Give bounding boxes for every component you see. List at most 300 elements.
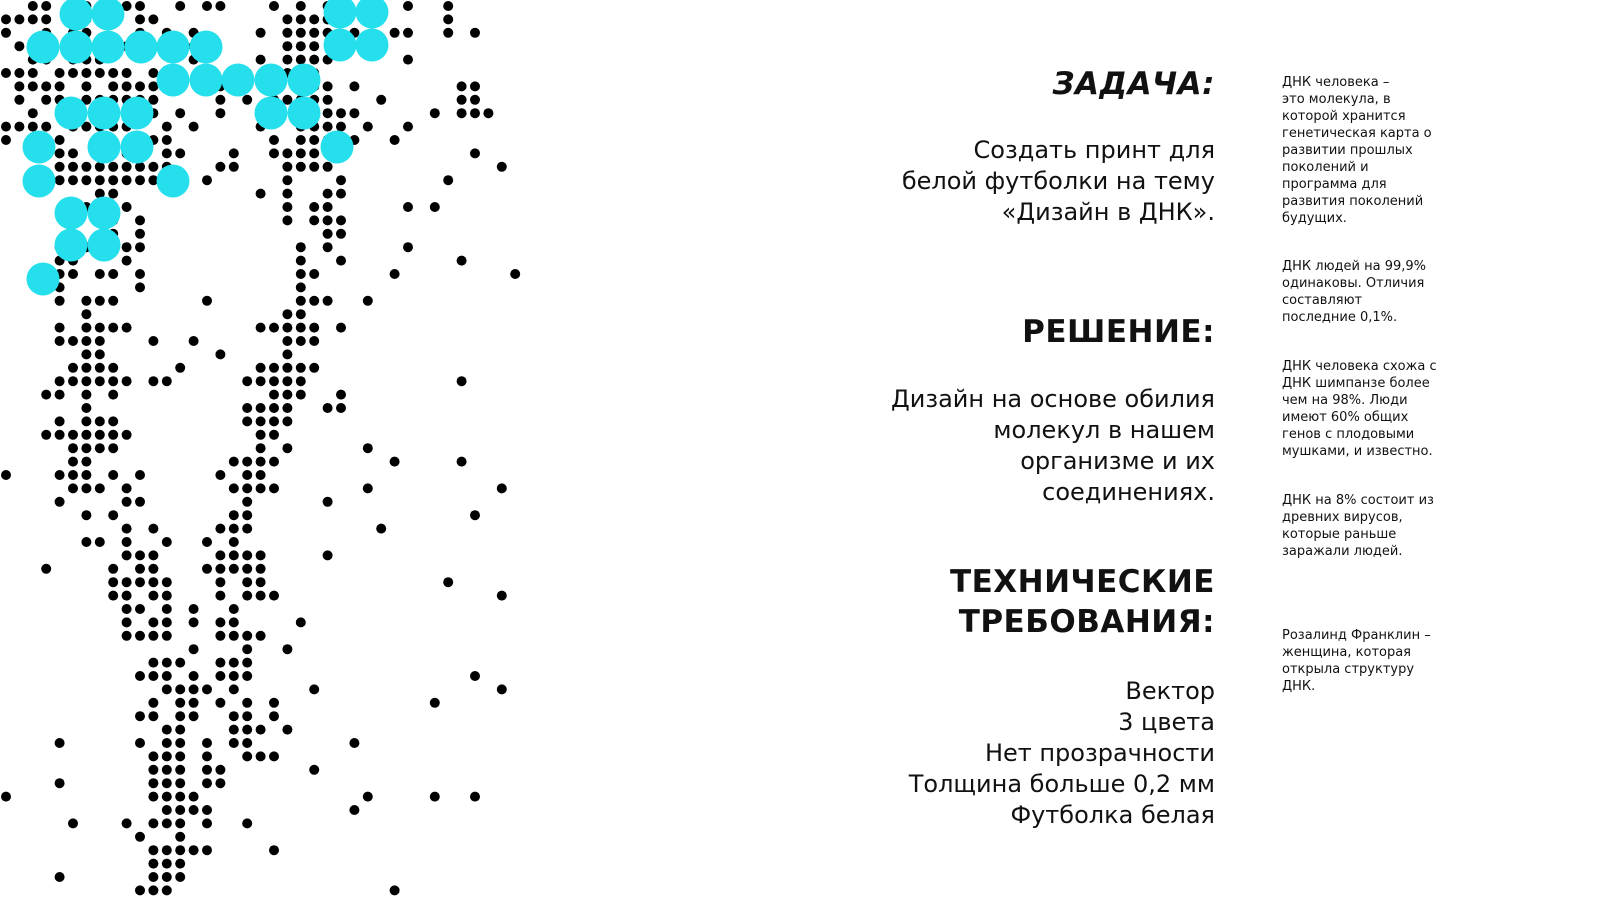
pattern-dot bbox=[162, 591, 172, 601]
pattern-dot bbox=[229, 457, 239, 467]
pattern-dot bbox=[296, 390, 306, 400]
pattern-dot bbox=[269, 363, 279, 373]
requirement-item: Футболка белая bbox=[1010, 801, 1215, 829]
pattern-dot bbox=[55, 162, 65, 172]
pattern-dot bbox=[108, 296, 118, 306]
fact-line: женщина, которая bbox=[1282, 645, 1412, 660]
pattern-dot bbox=[215, 778, 225, 788]
pattern-dot bbox=[470, 81, 480, 91]
pattern-dot bbox=[148, 564, 158, 574]
pattern-dot bbox=[122, 818, 132, 828]
pattern-dot bbox=[269, 751, 279, 761]
fact-line: заражали людей. bbox=[1282, 544, 1403, 559]
pattern-dot bbox=[309, 296, 319, 306]
pattern-dot bbox=[242, 818, 252, 828]
pattern-dot-cyan bbox=[255, 64, 288, 97]
pattern-dot bbox=[202, 684, 212, 694]
pattern-dot bbox=[148, 818, 158, 828]
pattern-dot bbox=[55, 323, 65, 333]
fact-line: ДНК человека схожа с bbox=[1282, 359, 1437, 374]
pattern-dot bbox=[457, 95, 467, 105]
pattern-dot bbox=[323, 81, 333, 91]
pattern-dot bbox=[470, 510, 480, 520]
pattern-dot bbox=[323, 189, 333, 199]
pattern-dot bbox=[162, 725, 172, 735]
solution-line: соединениях. bbox=[1042, 478, 1215, 506]
requirements-heading bbox=[835, 562, 1215, 642]
pattern-dot bbox=[189, 698, 199, 708]
pattern-dot bbox=[242, 658, 252, 668]
pattern-dot bbox=[135, 631, 145, 641]
pattern-dot-cyan bbox=[324, 29, 357, 62]
solution-text bbox=[835, 384, 1215, 508]
pattern-dot bbox=[256, 564, 266, 574]
pattern-dot bbox=[108, 577, 118, 587]
pattern-dot bbox=[229, 617, 239, 627]
pattern-dot bbox=[148, 658, 158, 668]
pattern-dot bbox=[108, 68, 118, 78]
pattern-dot bbox=[108, 564, 118, 574]
pattern-dot-cyan bbox=[88, 229, 121, 262]
pattern-dot bbox=[309, 14, 319, 24]
pattern-dot bbox=[202, 296, 212, 306]
pattern-dot bbox=[242, 631, 252, 641]
pattern-dot bbox=[269, 430, 279, 440]
pattern-dot bbox=[55, 872, 65, 882]
pattern-dot bbox=[363, 122, 373, 132]
pattern-dot bbox=[189, 336, 199, 346]
pattern-dot bbox=[28, 81, 38, 91]
pattern-dot bbox=[202, 845, 212, 855]
pattern-dot bbox=[189, 671, 199, 681]
fact-line: имеют 60% общих bbox=[1282, 410, 1409, 425]
pattern-dot bbox=[122, 323, 132, 333]
pattern-dot bbox=[81, 510, 91, 520]
pattern-dot bbox=[81, 483, 91, 493]
solution-line: молекул в нашем bbox=[993, 416, 1215, 444]
pattern-dot bbox=[41, 1, 51, 11]
fact-line: ДНК шимпанзе более bbox=[1282, 376, 1430, 391]
pattern-dot bbox=[135, 497, 145, 507]
pattern-dot bbox=[215, 524, 225, 534]
pattern-dot bbox=[256, 550, 266, 560]
pattern-dot bbox=[148, 336, 158, 346]
pattern-dot bbox=[242, 524, 252, 534]
pattern-dot bbox=[229, 684, 239, 694]
pattern-dot bbox=[68, 376, 78, 386]
pattern-dot bbox=[55, 738, 65, 748]
fact-line: генетическая карта о bbox=[1282, 126, 1432, 141]
pattern-dot bbox=[55, 390, 65, 400]
pattern-dot bbox=[443, 14, 453, 24]
pattern-dot bbox=[215, 564, 225, 574]
pattern-dot bbox=[162, 631, 172, 641]
pattern-dot bbox=[122, 537, 132, 547]
pattern-dot bbox=[282, 336, 292, 346]
pattern-dot bbox=[135, 215, 145, 225]
pattern-dot bbox=[242, 591, 252, 601]
pattern-dot bbox=[282, 28, 292, 38]
pattern-dot bbox=[81, 162, 91, 172]
pattern-dot bbox=[282, 41, 292, 51]
pattern-dot bbox=[256, 189, 266, 199]
pattern-dot bbox=[55, 376, 65, 386]
pattern-dot bbox=[81, 336, 91, 346]
pattern-dot bbox=[242, 95, 252, 105]
pattern-dot bbox=[457, 81, 467, 91]
fact-line: программа для bbox=[1282, 177, 1387, 192]
pattern-dot bbox=[189, 644, 199, 654]
pattern-dot bbox=[55, 778, 65, 788]
pattern-dot bbox=[1, 792, 11, 802]
pattern-dot bbox=[269, 845, 279, 855]
pattern-dot bbox=[202, 738, 212, 748]
pattern-dot bbox=[1, 470, 11, 480]
pattern-dot bbox=[470, 28, 480, 38]
pattern-dot bbox=[336, 390, 346, 400]
pattern-dot-cyan bbox=[88, 197, 121, 230]
pattern-dot-cyan bbox=[60, 31, 93, 64]
fact-line: ДНК людей на 99,9% bbox=[1282, 259, 1427, 274]
pattern-dot bbox=[229, 510, 239, 520]
pattern-dot bbox=[135, 175, 145, 185]
pattern-dot bbox=[256, 403, 266, 413]
pattern-dot bbox=[269, 1, 279, 11]
pattern-dot bbox=[81, 537, 91, 547]
pattern-dot bbox=[309, 363, 319, 373]
pattern-dot bbox=[108, 269, 118, 279]
fact-line: мушками, и известно. bbox=[1282, 444, 1433, 459]
pattern-dot bbox=[122, 81, 132, 91]
pattern-dot bbox=[95, 430, 105, 440]
pattern-dot bbox=[148, 872, 158, 882]
pattern-dot bbox=[256, 376, 266, 386]
pattern-dot bbox=[189, 604, 199, 614]
solution-line: организме и их bbox=[1020, 447, 1215, 475]
pattern-dot bbox=[215, 671, 225, 681]
pattern-dot bbox=[296, 256, 306, 266]
pattern-dot bbox=[215, 470, 225, 480]
pattern-dot bbox=[68, 363, 78, 373]
pattern-dot bbox=[175, 1, 185, 11]
pattern-dot bbox=[162, 778, 172, 788]
pattern-dot bbox=[269, 698, 279, 708]
pattern-dot bbox=[430, 698, 440, 708]
pattern-dot bbox=[363, 483, 373, 493]
pattern-dot bbox=[443, 1, 453, 11]
pattern-dot bbox=[336, 189, 346, 199]
pattern-dot bbox=[403, 1, 413, 11]
pattern-dot bbox=[81, 443, 91, 453]
pattern-dot bbox=[470, 148, 480, 158]
pattern-dot bbox=[122, 256, 132, 266]
fact-block bbox=[1282, 74, 1462, 227]
pattern-dot bbox=[122, 68, 132, 78]
pattern-dot bbox=[175, 872, 185, 882]
pattern-dot bbox=[81, 470, 91, 480]
pattern-dot bbox=[269, 483, 279, 493]
pattern-dot bbox=[55, 430, 65, 440]
pattern-dot bbox=[148, 577, 158, 587]
pattern-dot bbox=[309, 135, 319, 145]
pattern-dot bbox=[81, 403, 91, 413]
pattern-dot bbox=[162, 872, 172, 882]
pattern-dot bbox=[148, 631, 158, 641]
pattern-dot bbox=[162, 537, 172, 547]
pattern-dot bbox=[108, 416, 118, 426]
fact-line: чем на 98%. Люди bbox=[1282, 393, 1408, 408]
pattern-dot bbox=[81, 323, 91, 333]
pattern-dot bbox=[256, 631, 266, 641]
pattern-dot-cyan bbox=[121, 131, 154, 164]
pattern-dot bbox=[148, 698, 158, 708]
pattern-dot bbox=[95, 349, 105, 359]
pattern-dot bbox=[242, 470, 252, 480]
pattern-dot bbox=[256, 470, 266, 480]
requirement-item: 3 цвета bbox=[1118, 708, 1215, 736]
pattern-dot-cyan bbox=[27, 263, 60, 296]
pattern-dot bbox=[1, 122, 11, 132]
pattern-dot bbox=[162, 148, 172, 158]
pattern-dot bbox=[256, 323, 266, 333]
pattern-dot bbox=[108, 591, 118, 601]
pattern-dot bbox=[68, 430, 78, 440]
pattern-dot bbox=[229, 604, 239, 614]
pattern-dot bbox=[242, 698, 252, 708]
pattern-dot bbox=[41, 390, 51, 400]
pattern-dot bbox=[122, 604, 132, 614]
pattern-dot bbox=[215, 698, 225, 708]
pattern-dot bbox=[282, 309, 292, 319]
pattern-dot bbox=[122, 497, 132, 507]
pattern-dot bbox=[122, 376, 132, 386]
pattern-dot bbox=[202, 751, 212, 761]
task-line: белой футболки на тему bbox=[901, 167, 1215, 195]
pattern-dot bbox=[296, 336, 306, 346]
requirements-list bbox=[835, 676, 1215, 831]
pattern-dot bbox=[242, 416, 252, 426]
solution-line: Дизайн на основе обилия bbox=[890, 385, 1215, 413]
fact-line: будущих. bbox=[1282, 211, 1347, 226]
pattern-dot bbox=[430, 108, 440, 118]
fact-block bbox=[1282, 627, 1462, 695]
pattern-dot bbox=[323, 229, 333, 239]
pattern-dot bbox=[282, 363, 292, 373]
pattern-dot-cyan bbox=[157, 31, 190, 64]
pattern-dot bbox=[148, 845, 158, 855]
pattern-dot bbox=[282, 189, 292, 199]
pattern-dot bbox=[229, 671, 239, 681]
pattern-dot bbox=[497, 591, 507, 601]
pattern-dot bbox=[282, 323, 292, 333]
pattern-dot bbox=[135, 269, 145, 279]
pattern-dot bbox=[81, 68, 91, 78]
pattern-dot bbox=[14, 14, 24, 24]
pattern-dot bbox=[269, 457, 279, 467]
pattern-dot bbox=[430, 202, 440, 212]
pattern-dot bbox=[363, 296, 373, 306]
pattern-dot bbox=[148, 778, 158, 788]
pattern-dot bbox=[202, 537, 212, 547]
task-heading: ЗАДАЧА: bbox=[1052, 66, 1215, 102]
fact-line: генов с плодовыми bbox=[1282, 427, 1415, 442]
pattern-dot bbox=[483, 108, 493, 118]
pattern-dot bbox=[175, 711, 185, 721]
pattern-dot bbox=[68, 148, 78, 158]
pattern-dot bbox=[390, 135, 400, 145]
pattern-dot bbox=[95, 363, 105, 373]
pattern-dot bbox=[269, 376, 279, 386]
pattern-dot bbox=[175, 845, 185, 855]
pattern-dot bbox=[95, 416, 105, 426]
pattern-dot bbox=[256, 55, 266, 65]
pattern-dot bbox=[242, 564, 252, 574]
pattern-dot bbox=[215, 658, 225, 668]
pattern-dot bbox=[215, 591, 225, 601]
fact-line: ДНК на 8% состоит из bbox=[1282, 493, 1434, 508]
pattern-dot bbox=[81, 376, 91, 386]
pattern-dot bbox=[497, 483, 507, 493]
pattern-dot bbox=[242, 671, 252, 681]
pattern-dot bbox=[349, 805, 359, 815]
pattern-dot bbox=[296, 1, 306, 11]
pattern-dot bbox=[282, 215, 292, 225]
pattern-dot bbox=[175, 108, 185, 118]
pattern-dot bbox=[81, 416, 91, 426]
pattern-dot bbox=[175, 818, 185, 828]
pattern-dot bbox=[68, 818, 78, 828]
pattern-dot bbox=[229, 550, 239, 560]
pattern-dot bbox=[229, 738, 239, 748]
requirement-item: Нет прозрачности bbox=[984, 739, 1215, 767]
pattern-dot bbox=[296, 617, 306, 627]
pattern-dot bbox=[55, 296, 65, 306]
pattern-dot bbox=[108, 430, 118, 440]
pattern-dot bbox=[256, 483, 266, 493]
pattern-dot bbox=[135, 229, 145, 239]
pattern-dot bbox=[122, 577, 132, 587]
pattern-dot bbox=[81, 430, 91, 440]
pattern-dot bbox=[175, 725, 185, 735]
pattern-dot bbox=[41, 14, 51, 24]
pattern-dot bbox=[242, 711, 252, 721]
pattern-dot bbox=[95, 269, 105, 279]
pattern-dot bbox=[68, 336, 78, 346]
pattern-dot bbox=[323, 108, 333, 118]
pattern-dot bbox=[68, 269, 78, 279]
pattern-dot bbox=[108, 376, 118, 386]
pattern-dot bbox=[55, 81, 65, 91]
pattern-dot-cyan bbox=[288, 64, 321, 97]
pattern-dot bbox=[403, 28, 413, 38]
pattern-dot-cyan bbox=[60, 0, 93, 31]
pattern-dot bbox=[282, 416, 292, 426]
pattern-dot bbox=[81, 175, 91, 185]
pattern-dot bbox=[309, 765, 319, 775]
pattern-dot bbox=[309, 41, 319, 51]
pattern-dot bbox=[282, 725, 292, 735]
pattern-dot bbox=[256, 751, 266, 761]
pattern-dot bbox=[403, 242, 413, 252]
pattern-dot bbox=[81, 363, 91, 373]
pattern-dot bbox=[215, 617, 225, 627]
fact-line: развития поколений bbox=[1282, 194, 1424, 209]
fact-line: одинаковы. Отличия bbox=[1282, 276, 1425, 291]
pattern-dot bbox=[108, 189, 118, 199]
pattern-dot bbox=[175, 738, 185, 748]
fact-line: древних вирусов, bbox=[1282, 510, 1403, 525]
pattern-dot bbox=[162, 792, 172, 802]
pattern-dot-cyan bbox=[23, 165, 56, 198]
pattern-dot-cyan bbox=[88, 131, 121, 164]
pattern-dot bbox=[296, 242, 306, 252]
pattern-dot bbox=[229, 524, 239, 534]
requirements-heading-line: ТЕХНИЧЕСКИЕ bbox=[949, 564, 1215, 600]
pattern-dot bbox=[162, 684, 172, 694]
pattern-dot bbox=[215, 1, 225, 11]
fact-line: ДНК. bbox=[1282, 679, 1316, 694]
pattern-dot-cyan bbox=[321, 131, 354, 164]
pattern-dot bbox=[256, 28, 266, 38]
pattern-dot bbox=[296, 135, 306, 145]
pattern-dot bbox=[148, 792, 158, 802]
pattern-dot bbox=[14, 95, 24, 105]
pattern-dot bbox=[336, 256, 346, 266]
pattern-dot bbox=[242, 510, 252, 520]
pattern-dot bbox=[148, 617, 158, 627]
pattern-dot bbox=[95, 336, 105, 346]
pattern-dot bbox=[135, 577, 145, 587]
pattern-dot bbox=[443, 175, 453, 185]
pattern-dot bbox=[135, 885, 145, 895]
pattern-dot bbox=[148, 751, 158, 761]
pattern-dot bbox=[148, 885, 158, 895]
pattern-dot bbox=[256, 416, 266, 426]
pattern-dot bbox=[215, 108, 225, 118]
pattern-dot bbox=[162, 604, 172, 614]
pattern-dot bbox=[242, 644, 252, 654]
pattern-dot-cyan bbox=[88, 97, 121, 130]
pattern-dot bbox=[122, 242, 132, 252]
pattern-dot bbox=[349, 108, 359, 118]
pattern-dot bbox=[336, 403, 346, 413]
pattern-dot bbox=[229, 162, 239, 172]
pattern-dot bbox=[95, 175, 105, 185]
pattern-dot bbox=[215, 162, 225, 172]
pattern-dot bbox=[55, 497, 65, 507]
pattern-dot bbox=[336, 122, 346, 132]
pattern-dot bbox=[323, 296, 333, 306]
pattern-dot bbox=[122, 617, 132, 627]
fact-line: открыла структуру bbox=[1282, 662, 1415, 677]
pattern-dot bbox=[202, 175, 212, 185]
pattern-dot bbox=[323, 497, 333, 507]
pattern-dot-cyan bbox=[23, 131, 56, 164]
pattern-dot bbox=[309, 28, 319, 38]
pattern-dot bbox=[68, 68, 78, 78]
pattern-dot bbox=[336, 323, 346, 333]
pattern-dot bbox=[135, 1, 145, 11]
pattern-dot bbox=[108, 443, 118, 453]
pattern-dot bbox=[68, 443, 78, 453]
pattern-dot bbox=[296, 282, 306, 292]
pattern-dot bbox=[41, 430, 51, 440]
pattern-dot bbox=[269, 403, 279, 413]
pattern-dot bbox=[242, 725, 252, 735]
fact-line: поколений и bbox=[1282, 160, 1369, 175]
pattern-dot bbox=[256, 430, 266, 440]
pattern-dot-cyan bbox=[121, 97, 154, 130]
